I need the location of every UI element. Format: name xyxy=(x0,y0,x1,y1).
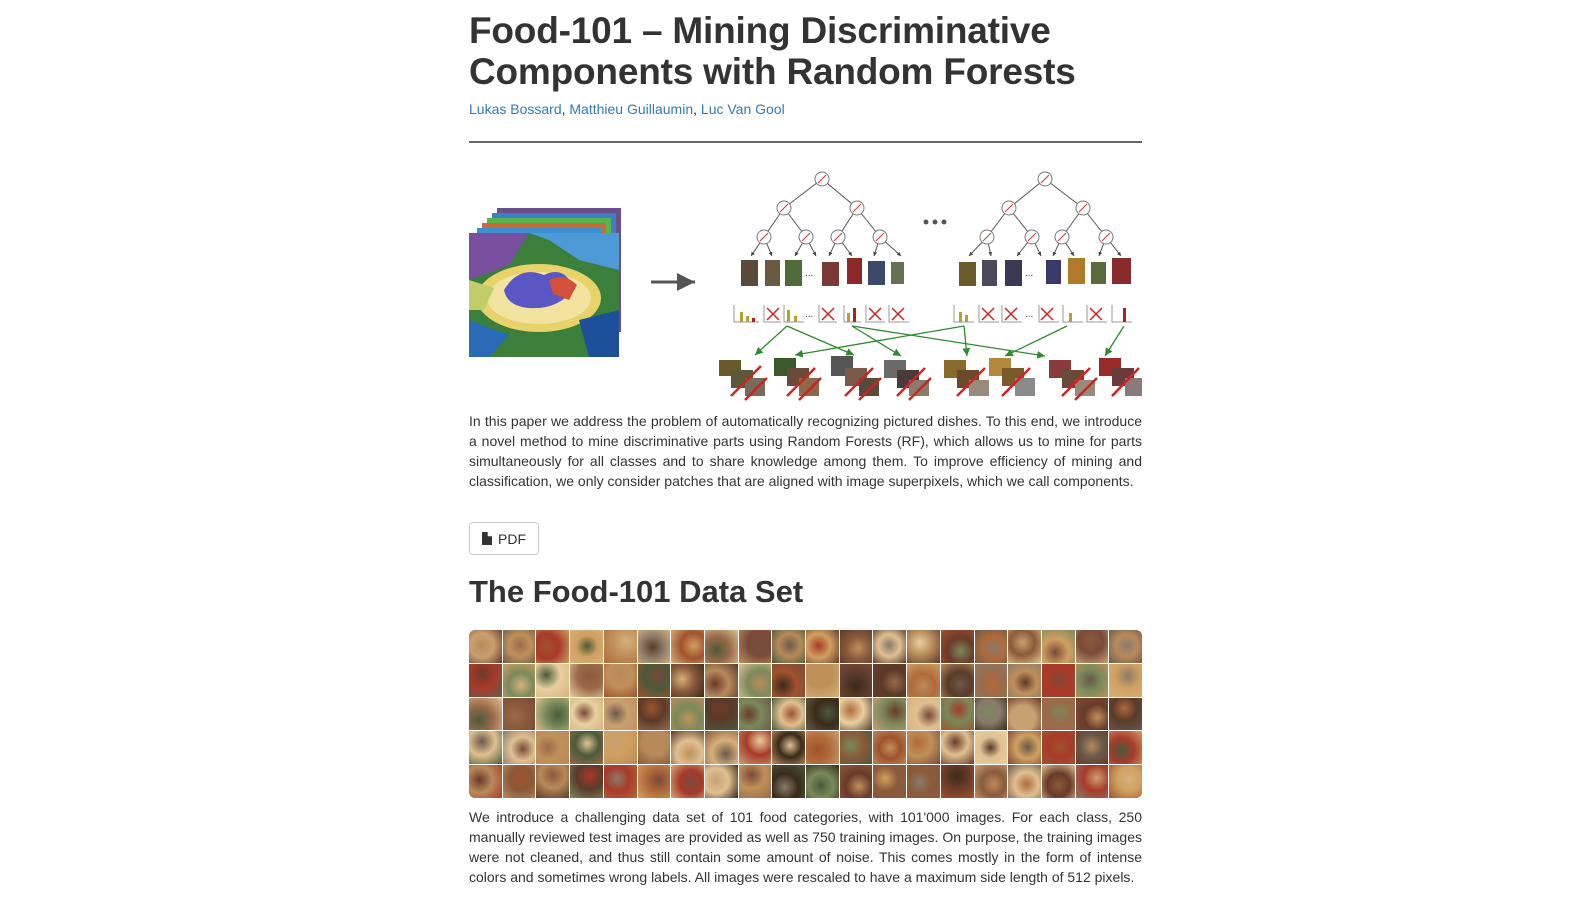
food-thumbnail xyxy=(638,664,671,697)
food-thumbnail xyxy=(638,698,671,731)
food-thumbnail xyxy=(941,698,974,731)
method-overview-figure xyxy=(469,170,1142,405)
abstract-paragraph: In this paper we address the problem of automatically recognizing pictured dishes. To this end, we introduce a novel method to mine discriminative parts using Random Forests (RF), which allows us to mine for parts simultaneously for all classes and to share knowledge among them. To improve efficiency of mining and classification, we only consider patches that are aligned with image superpixels, which we call components. xyxy=(469,413,1142,489)
food-thumbnail xyxy=(705,698,738,731)
food-thumbnail xyxy=(840,731,873,764)
food-thumbnail xyxy=(1042,765,1075,798)
food-thumbnail xyxy=(638,731,671,764)
tree-2-cross-marks xyxy=(982,308,1102,320)
food-thumbnail xyxy=(739,630,772,663)
food-thumbnail xyxy=(840,698,873,731)
food-thumbnail xyxy=(1008,731,1041,764)
page-title: Food-101 – Mining Discriminative Components with Random Forests xyxy=(469,10,1076,92)
food-thumbnail xyxy=(907,630,940,663)
food-thumbnail xyxy=(806,765,839,798)
food-thumbnail xyxy=(1109,664,1142,697)
food-thumbnail xyxy=(1008,630,1041,663)
food-thumbnail xyxy=(1109,765,1142,798)
food-thumbnail xyxy=(907,698,940,731)
food-thumbnail xyxy=(975,664,1008,697)
tree-2-histograms xyxy=(954,305,1132,322)
dataset-heading: The Food-101 Data Set xyxy=(469,574,804,609)
food-thumbnail xyxy=(536,630,569,663)
food-thumbnail xyxy=(975,630,1008,663)
random-tree-1 xyxy=(751,179,901,256)
food-thumbnail xyxy=(604,765,637,798)
food-thumbnail xyxy=(1076,630,1109,663)
food-image-mosaic xyxy=(469,630,1142,798)
food-thumbnail xyxy=(570,731,603,764)
class-assignment-arrows xyxy=(755,326,1124,356)
food-thumbnail xyxy=(739,698,772,731)
food-thumbnail xyxy=(705,630,738,663)
food-thumbnail xyxy=(772,765,805,798)
food-thumbnail xyxy=(772,698,805,731)
food-thumbnail xyxy=(873,698,906,731)
author-link-bossard[interactable]: Lukas Bossard xyxy=(469,101,562,117)
file-icon xyxy=(482,532,492,545)
food-thumbnail xyxy=(604,698,637,731)
food-thumbnail xyxy=(469,698,502,731)
food-thumbnail xyxy=(1076,765,1109,798)
food-thumbnail xyxy=(503,630,536,663)
food-thumbnail xyxy=(739,664,772,697)
food-thumbnail xyxy=(536,765,569,798)
food-thumbnail xyxy=(705,664,738,697)
class-clusters xyxy=(719,356,1142,396)
food-thumbnail xyxy=(469,630,502,663)
food-thumbnail xyxy=(806,630,839,663)
food-thumbnail xyxy=(975,765,1008,798)
food-thumbnail xyxy=(941,630,974,663)
food-thumbnail xyxy=(772,664,805,697)
tree-2-nodes xyxy=(980,172,1113,244)
food-thumbnail xyxy=(1042,630,1075,663)
food-thumbnail xyxy=(907,731,940,764)
random-tree-2 xyxy=(969,179,1121,256)
food-thumbnail xyxy=(873,630,906,663)
food-thumbnail xyxy=(503,698,536,731)
food-thumbnail xyxy=(772,731,805,764)
header-divider xyxy=(469,141,1142,143)
food-thumbnail xyxy=(469,731,502,764)
food-thumbnail xyxy=(536,731,569,764)
author-separator: , xyxy=(693,101,698,117)
food-thumbnail xyxy=(671,664,704,697)
food-thumbnail xyxy=(806,664,839,697)
food-thumbnail xyxy=(941,765,974,798)
food-thumbnail xyxy=(941,731,974,764)
food-thumbnail xyxy=(503,731,536,764)
food-thumbnail xyxy=(1076,664,1109,697)
food-thumbnail xyxy=(1109,731,1142,764)
food-thumbnail xyxy=(873,765,906,798)
food-thumbnail xyxy=(604,664,637,697)
svg-text:...: ... xyxy=(1025,268,1034,279)
food-thumbnail xyxy=(873,731,906,764)
superpixel-image-stack xyxy=(469,208,621,357)
food-thumbnail xyxy=(806,698,839,731)
food-thumbnail xyxy=(671,731,704,764)
food-thumbnail xyxy=(1042,698,1075,731)
food-thumbnail xyxy=(873,664,906,697)
dataset-description: We introduce a challenging data set of 101 food categories, with 101'000 images. For each class, 250 manually reviewed test images are provided as well as 750 training images. On purpose, the training images were not cleaned, and thus still contain some amount of noise. This comes mostly in the form of intense colors and sometimes wrong labels. All images were rescaled to have a maximum side length of 512 pixels. xyxy=(469,809,1142,885)
food-thumbnail xyxy=(536,698,569,731)
food-thumbnail xyxy=(1042,664,1075,697)
food-thumbnail xyxy=(503,765,536,798)
food-thumbnail xyxy=(907,765,940,798)
food-thumbnail xyxy=(536,664,569,697)
tree-1-leaf-patches xyxy=(741,258,904,286)
food-thumbnail xyxy=(1008,664,1041,697)
food-thumbnail xyxy=(806,731,839,764)
food-thumbnail xyxy=(1076,698,1109,731)
food-thumbnail xyxy=(705,731,738,764)
food-thumbnail xyxy=(975,698,1008,731)
food-thumbnail xyxy=(570,630,603,663)
food-thumbnail xyxy=(671,765,704,798)
food-thumbnail xyxy=(638,765,671,798)
food-thumbnail xyxy=(739,731,772,764)
food-thumbnail xyxy=(503,664,536,697)
food-thumbnail xyxy=(671,630,704,663)
food-thumbnail xyxy=(1042,731,1075,764)
food-thumbnail xyxy=(975,731,1008,764)
tree-2-leaf-patches xyxy=(959,258,1131,286)
food-thumbnail xyxy=(638,630,671,663)
food-thumbnail xyxy=(1008,698,1041,731)
food-thumbnail xyxy=(907,664,940,697)
food-thumbnail xyxy=(1109,698,1142,731)
author-link-guillaumin[interactable]: Matthieu Guillaumin xyxy=(569,101,694,117)
author-list xyxy=(469,101,785,117)
tree-1-nodes xyxy=(757,172,887,244)
ellipsis-dots xyxy=(924,220,947,225)
food-thumbnail xyxy=(570,664,603,697)
pdf-download-button[interactable] xyxy=(469,522,539,555)
author-link-van-gool[interactable]: Luc Van Gool xyxy=(700,101,785,117)
food-thumbnail xyxy=(570,698,603,731)
food-thumbnail xyxy=(840,765,873,798)
food-thumbnail xyxy=(604,630,637,663)
food-thumbnail xyxy=(1109,630,1142,663)
food-thumbnail xyxy=(705,765,738,798)
food-thumbnail xyxy=(604,731,637,764)
svg-text:...: ... xyxy=(805,268,814,279)
food-thumbnail xyxy=(739,765,772,798)
food-thumbnail xyxy=(772,630,805,663)
author-separator: , xyxy=(561,101,566,117)
food-thumbnail xyxy=(941,664,974,697)
food-thumbnail xyxy=(840,630,873,663)
svg-text:...: ... xyxy=(805,309,814,320)
food-thumbnail xyxy=(671,698,704,731)
food-thumbnail xyxy=(1008,765,1041,798)
food-thumbnail xyxy=(570,765,603,798)
food-thumbnail xyxy=(1076,731,1109,764)
svg-text:...: ... xyxy=(1025,309,1034,320)
food-thumbnail xyxy=(469,765,502,798)
food-thumbnail xyxy=(469,664,502,697)
pdf-button-label: PDF xyxy=(498,530,526,547)
food-thumbnail xyxy=(840,664,873,697)
